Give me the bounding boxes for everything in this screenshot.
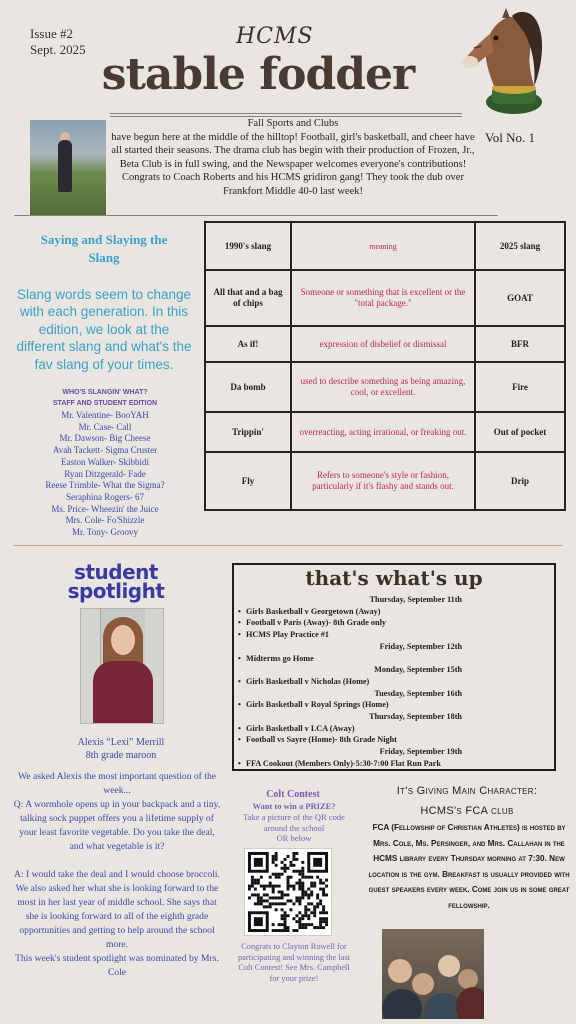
spotlight-p1: We asked Alexis the most important question of the week... (18, 771, 216, 796)
staff-slang-list (30, 410, 180, 539)
spotlight-article (12, 770, 222, 980)
slang-heading: Saying and Slaying the Slang (40, 232, 168, 265)
staff-slang-item: Avah Tackett- Sigma Cruster (52, 445, 158, 456)
fca-heading (362, 781, 572, 821)
horse-mascot-icon (452, 6, 562, 118)
events-title: that's what's up (305, 566, 483, 590)
event-day: Thursday, September 18th (369, 712, 462, 722)
school-name: HCMS (236, 24, 314, 49)
slang-cell: Da bomb (205, 362, 291, 412)
slang-header-cell: 1990's slang (205, 222, 291, 270)
section-divider (14, 545, 562, 546)
spotlight-p2: Q: A wormhole opens up in your backpack and a tiny, talking sock puppet offers you a lifetime supply of your least favorite vegetable. Do you take the deal, and what vegetable is it? (13, 799, 221, 852)
intro-text: have begun here at the middle of the hilltop! Football, girl's basketball, and cheer have all started their seasons. The drama club has begin with their production of Frozen, Jr., Beta Club is in full swing, and the Newspaper welcomes everyone's contributions! (111, 131, 475, 170)
slang-cell: Trippin' (205, 412, 291, 452)
slang-cell: Refers to someone's style or fashion, particularly if it's flashy and stands out. (291, 452, 475, 510)
event-item: • Girls Basketball v Georgetown (Away) (236, 606, 552, 618)
intro-heading: Fall Sports and Clubs (247, 118, 339, 129)
slang-row (205, 452, 565, 510)
slang-cell: Someone or something that is excellent or the "total package." (291, 270, 475, 326)
colt-line1: Want to win a PRIZE? (252, 801, 336, 811)
slang-table (204, 221, 566, 511)
student-name: Alexis “Lexi” Merrill (77, 737, 165, 748)
staff-heading-line1: WHO'S SLANGIN' WHAT? (62, 389, 148, 396)
colt-contest-text (236, 801, 352, 844)
event-day: Monday, September 15th (374, 665, 462, 675)
slang-row (205, 412, 565, 452)
staff-slang-item: Reese Trimble- What the Sigma? (45, 480, 165, 491)
event-day: Tuesday, September 16th (374, 688, 462, 698)
fca-heading-line1: It's Giving Main Character: (396, 785, 538, 797)
events-list (236, 594, 552, 770)
coach-photo (30, 120, 106, 216)
slang-header-cell: meaning (291, 222, 475, 270)
slang-intro: Slang words seem to change with each generation. In this edition, we look at the different slang and what's the fav slang of your times. (16, 287, 192, 372)
staff-slang-item: Easton Walker- Skibbidi (61, 456, 149, 467)
slang-cell: BFR (475, 326, 565, 362)
staff-slang-item: Mr. Valentine- BooYAH (61, 410, 149, 420)
slang-header-row (205, 222, 565, 270)
staff-slang-item: Mr. Case- Call (78, 421, 132, 432)
spotlight-heading-line2: spotlight (67, 579, 165, 603)
event-day: Thursday, September 11th (369, 595, 462, 604)
event-item: • FFA Cookout (Members Only)-5:30-7:00 Flat Run Park (236, 758, 552, 770)
issue-info (30, 26, 86, 58)
issue-number: Issue #2 (30, 26, 73, 41)
event-item: • HCMS Play Practice #1 (236, 629, 552, 641)
student-info (46, 736, 196, 762)
staff-slang-item: Mrs. Cole- Fo'Shizzle (65, 515, 145, 526)
slang-cell: used to describe something as being amazing, cool, or excellent. (291, 362, 475, 412)
spotlight-p4: We also asked her what she is looking forward to the most in her last year of middle school. She says that she is looking forward to all of the eighth grade opportunities and getting to help around the school more. (15, 883, 219, 950)
colt-line2: Take a picture of the QR code around the school (243, 811, 345, 833)
event-day: Friday, September 19th (379, 747, 462, 757)
qr-code[interactable] (244, 848, 332, 936)
slang-header-cell: 2025 slang (475, 222, 565, 270)
slang-cell: Out of pocket (475, 412, 565, 452)
slang-cell: All that and a bag of chips (205, 270, 291, 326)
newspaper-title: stable fodder (101, 49, 415, 100)
spotlight-heading (40, 560, 192, 603)
event-item: • Football vs Sayre (Home)- 8th Grade Night (236, 734, 552, 746)
spotlight-p5: This week's student spotlight was nominated by Mrs. Cole (15, 953, 219, 978)
intro-article (108, 117, 478, 199)
slang-cell: Fly (205, 452, 291, 510)
staff-slang-item: Ryan Ditzgerald- Fade (64, 468, 146, 479)
staff-slang-item: Mr. Dawson- Big Cheese (59, 433, 151, 444)
fca-group-photo (382, 929, 484, 1019)
slang-row (205, 270, 565, 326)
student-grade: 8th grade maroon (85, 750, 157, 761)
masthead-rule-top (110, 113, 462, 114)
slang-cell: expression of disbelief or dismissal (291, 326, 475, 362)
staff-heading-line2: STAFF AND STUDENT EDITION (52, 400, 158, 407)
slang-row (205, 326, 565, 362)
fca-heading-line2: HCMS's FCA club (420, 805, 514, 817)
event-item: • Girls Basketball v Royal Springs (Home) (236, 699, 552, 711)
volume-number: Vol No. 1 (485, 130, 535, 145)
staff-slang-item: Mr. Tony- Groovy (72, 527, 138, 538)
staff-slang-item: Seraphina Rogers- 67 (66, 491, 144, 502)
section-rule (14, 215, 498, 216)
event-item: • Girls Basketball v LCA (Away) (236, 723, 552, 735)
slang-cell: GOAT (475, 270, 565, 326)
colt-line3: OR below (276, 833, 312, 844)
issue-date: Sept. 2025 (30, 42, 86, 57)
spotlight-heading-line1: student (74, 560, 158, 584)
slang-cell: As if! (205, 326, 291, 362)
slang-cell: overreacting, acting irrational, or freaking out. (291, 412, 475, 452)
colt-contest-heading: Colt Contest (266, 789, 320, 800)
slang-row (205, 362, 565, 412)
colt-congrats: Congrats to Clayton Rowell for participating and winning the last Colt Contest! See Mrs. Campbell for your prize! (237, 942, 351, 983)
fca-article: FCA (Fellowship of Christian Athletes) is hosted by Mrs. Cole, Ms. Persinger, and Mrs. Callahan in the HCMS library every Thursday morning at 7:30. New location is the gym. Breakfast is usually provided with guest speakers every week. Come join us in some great fellowship. (368, 823, 570, 910)
event-item: • Girls Basketball v Nicholas (Home) (236, 676, 552, 688)
student-photo (80, 608, 164, 724)
slang-cell: Fire (475, 362, 565, 412)
spotlight-p3: A: I would take the deal and I would choose broccoli. (14, 869, 220, 880)
slang-cell: Drip (475, 452, 565, 510)
event-day: Friday, September 12th (379, 641, 462, 651)
staff-slang-item: Ms. Price- Wheezin' the Juice (51, 503, 159, 514)
event-item: • Football v Paris (Away)- 8th Grade only (236, 617, 552, 629)
event-item: • Midterms go Home (236, 653, 552, 665)
staff-slang-heading (30, 387, 180, 409)
intro-congrats: Congrats to Coach Roberts and his HCMS gridiron gang! They took the dub over Frankfort Middle 40-0 last week! (122, 172, 464, 197)
